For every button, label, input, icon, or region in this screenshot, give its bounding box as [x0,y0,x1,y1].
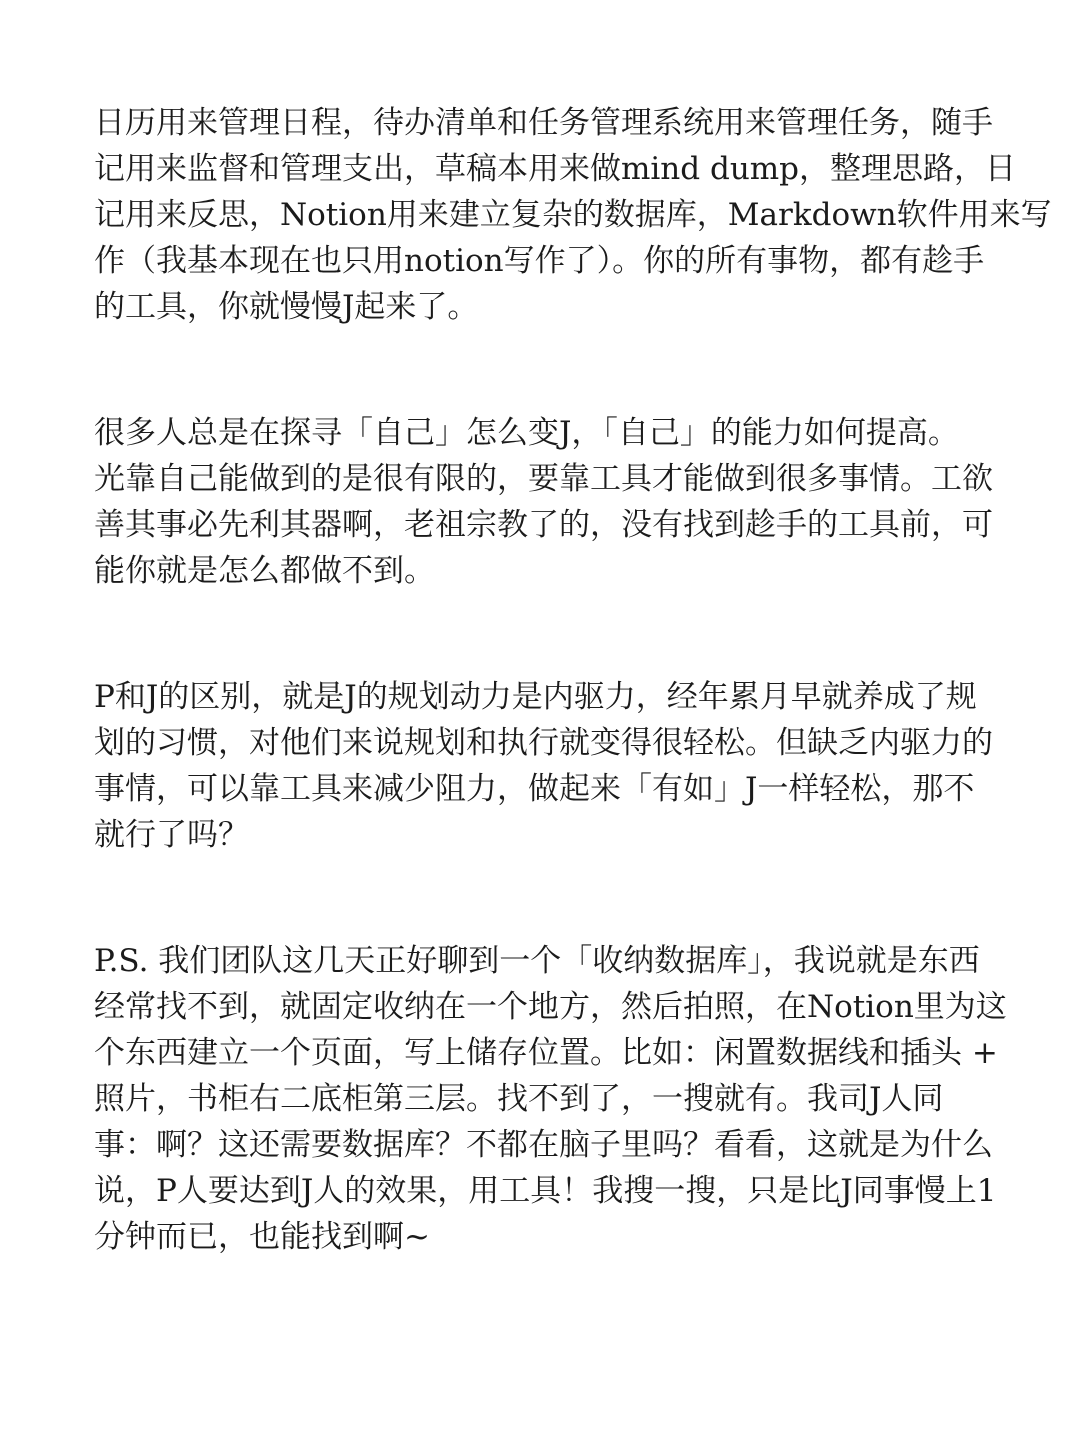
text-line: P.S. 我们团队这几天正好聊到一个「收纳数据库」，我说就是东西 [94,943,980,979]
text-line: 记用来反思，Notion用来建立复杂的数据库，Markdown软件用来写 [94,197,1052,233]
text-line: 照片，书柜右二底柜第三层。找不到了，一搜就有。我司J人同 [94,1081,944,1117]
paragraph-self-improvement [94,410,994,594]
paragraph-tools [94,100,1052,330]
text-line: 就行了吗？ [94,817,249,853]
paragraph-p-vs-j [94,674,994,858]
text-line: 划的习惯，对他们来说规划和执行就变得很轻松。但缺乏内驱力的 [94,725,993,761]
text-line: 光靠自己能做到的是很有限的，要靠工具才能做到很多事情。工欲 [94,461,993,497]
text-line: 个东西建立一个页面，写上储存位置。比如：闲置数据线和插头 + [94,1035,998,1071]
text-line: 经常找不到，就固定收纳在一个地方，然后拍照，在Notion里为这 [94,989,1007,1025]
text-line: 事情，可以靠工具来减少阻力，做起来「有如」J一样轻松，那不 [94,771,975,807]
text-line: 善其事必先利其器啊，老祖宗教了的，没有找到趁手的工具前，可 [94,507,993,543]
text-line: P和J的区别，就是J的规划动力是内驱力，经年累月早就养成了规 [94,679,977,715]
text-line: 能你就是怎么都做不到。 [94,553,435,589]
text-line: 记用来监督和管理支出，草稿本用来做mind dump，整理思路，日 [94,151,1017,187]
text-line: 作（我基本现在也只用notion写作了）。你的所有事物，都有趁手 [94,243,985,279]
text-line: 说，P人要达到J人的效果，用工具！我搜一搜，只是比J同事慢上1 [94,1173,997,1209]
text-line: 的工具，你就慢慢J起来了。 [94,289,479,325]
text-line: 分钟而已，也能找到啊~ [94,1219,430,1255]
text-line: 日历用来管理日程，待办清单和任务管理系统用来管理任务，随手 [94,105,993,141]
text-line: 事：啊？这还需要数据库？不都在脑子里吗？看看，这就是为什么 [94,1127,993,1163]
text-line: 很多人总是在探寻「自己」怎么变J，「自己」的能力如何提高。 [94,415,959,451]
paragraph-postscript [94,938,1007,1260]
